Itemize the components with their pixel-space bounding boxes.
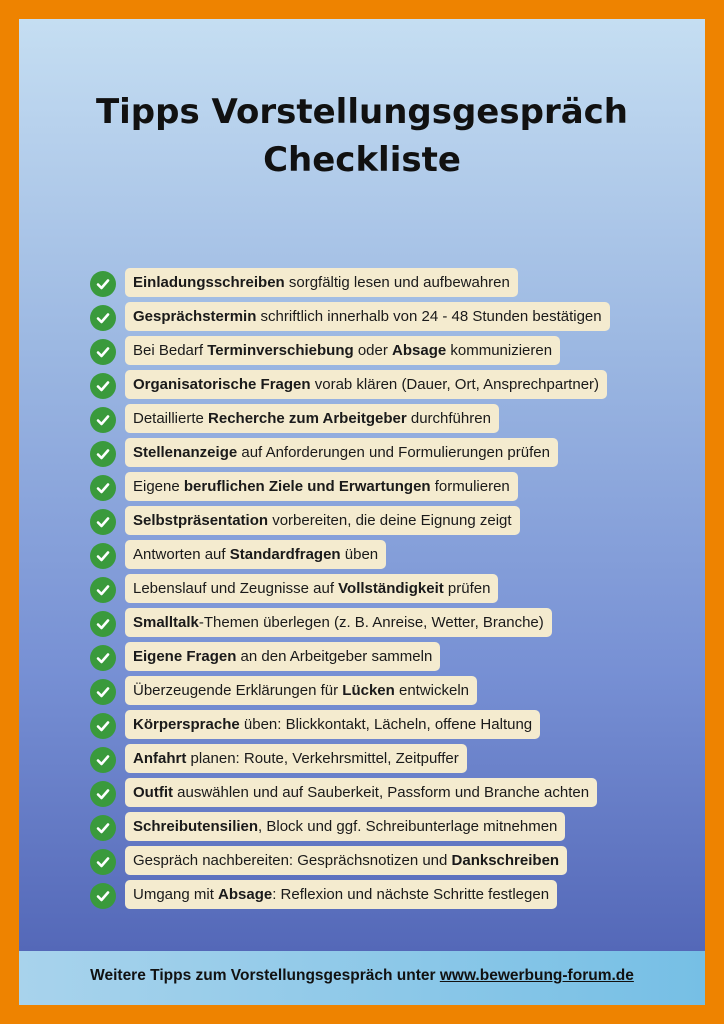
list-item-text xyxy=(125,472,518,501)
list-item-text xyxy=(125,880,557,909)
list-item-text xyxy=(125,608,552,637)
item-text: entwickeln xyxy=(394,682,470,699)
list-item-text xyxy=(125,642,440,671)
item-keyword: beruflichen Ziele und Erwartungen xyxy=(183,478,431,495)
list-item-text xyxy=(125,846,567,875)
item-keyword: Smalltalk xyxy=(133,614,199,631)
title-line-2: Checkliste xyxy=(263,140,461,180)
check-circle-icon xyxy=(90,645,116,671)
check-circle-icon xyxy=(90,577,116,603)
list-item-text xyxy=(125,506,520,535)
item-keyword: Absage xyxy=(218,886,273,903)
list-item-text xyxy=(125,302,610,331)
check-circle-icon xyxy=(90,747,116,773)
item-text: planen: Route, Verkehrsmittel, Zeitpuffer xyxy=(186,750,459,767)
list-item-text xyxy=(125,710,540,739)
item-text: Überzeugende Erklärungen für xyxy=(133,682,343,699)
item-keyword: Vollständigkeit xyxy=(338,580,444,597)
check-circle-icon xyxy=(90,713,116,739)
list-item-text xyxy=(125,744,467,773)
check-circle-icon xyxy=(90,441,116,467)
item-keyword: Einladungsschreiben xyxy=(133,274,285,291)
check-circle-icon xyxy=(90,373,116,399)
page-title xyxy=(0,88,724,184)
item-text: prüfen xyxy=(443,580,491,597)
item-text: Umgang mit xyxy=(133,886,219,903)
item-keyword: Anfahrt xyxy=(133,750,187,767)
check-circle-icon xyxy=(90,339,116,365)
title-line-1: Tipps Vorstellungsgespräch xyxy=(95,92,629,132)
item-keyword: Standardfragen xyxy=(229,546,341,563)
footer-text xyxy=(19,951,705,1005)
item-keyword: Terminverschiebung xyxy=(207,342,354,359)
item-text: sorgfältig lesen und aufbewahren xyxy=(284,274,510,291)
check-circle-icon xyxy=(90,883,116,909)
item-text: vorbereiten, die deine Eignung zeigt xyxy=(268,512,512,529)
item-keyword: Schreibutensilien xyxy=(133,818,259,835)
item-text: Bei Bedarf xyxy=(133,342,208,359)
item-keyword: Outfit xyxy=(133,784,173,801)
list-item-text xyxy=(125,676,477,705)
list-item-text xyxy=(125,778,597,807)
check-circle-icon xyxy=(90,305,116,331)
item-text: an den Arbeitgeber sammeln xyxy=(236,648,433,665)
footer-label: Weitere Tipps zum Vorstellungsgespräch unter xyxy=(90,967,440,984)
item-keyword: Recherche zum Arbeitgeber xyxy=(208,410,407,427)
item-text: , Block und ggf. Schreibunterlage mitnehmen xyxy=(258,818,558,835)
item-text: durchführen xyxy=(406,410,491,427)
item-text: formulieren xyxy=(430,478,510,495)
item-keyword: Gesprächstermin xyxy=(133,308,257,325)
item-text: Lebenslauf und Zeugnisse auf xyxy=(133,580,339,597)
item-keyword: Absage xyxy=(392,342,447,359)
item-text: Eigene xyxy=(133,478,184,495)
check-circle-icon xyxy=(90,407,116,433)
check-circle-icon xyxy=(90,543,116,569)
item-keyword: Lücken xyxy=(342,682,395,699)
item-keyword: Dankschreiben xyxy=(451,852,560,869)
item-text: kommunizieren xyxy=(446,342,553,359)
item-keyword: Selbstpräsentation xyxy=(133,512,269,529)
item-text: üben xyxy=(340,546,379,563)
check-circle-icon xyxy=(90,849,116,875)
list-item-text xyxy=(125,404,499,433)
item-keyword: Eigene Fragen xyxy=(133,648,237,665)
footer-link[interactable]: www.bewerbung-forum.de xyxy=(439,967,634,984)
footer-bar xyxy=(19,951,705,1005)
check-circle-icon xyxy=(90,271,116,297)
item-text: auf Anforderungen und Formulierungen prüfen xyxy=(237,444,550,461)
item-keyword: Stellenanzeige xyxy=(133,444,238,461)
item-text: Gespräch nachbereiten: Gesprächsnotizen und xyxy=(133,852,452,869)
list-item-text xyxy=(125,370,607,399)
item-text: schriftlich innerhalb von 24 - 48 Stunden bestätigen xyxy=(256,308,602,325)
list-item-text xyxy=(125,268,518,297)
item-text: -Themen überlegen (z. B. Anreise, Wetter, Branche) xyxy=(198,614,544,631)
check-circle-icon xyxy=(90,611,116,637)
list-item-text xyxy=(125,336,560,365)
check-circle-icon xyxy=(90,815,116,841)
item-text: Detaillierte xyxy=(133,410,209,427)
check-circle-icon xyxy=(90,475,116,501)
list-item-text xyxy=(125,438,558,467)
check-circle-icon xyxy=(90,509,116,535)
item-text: Antworten auf xyxy=(133,546,230,563)
item-keyword: Körpersprache xyxy=(133,716,240,733)
list-item-text xyxy=(125,812,565,841)
item-text: vorab klären (Dauer, Ort, Ansprechpartner) xyxy=(310,376,600,393)
list-item-text xyxy=(125,574,498,603)
item-text: : Reflexion und nächste Schritte festlegen xyxy=(272,886,550,903)
check-circle-icon xyxy=(90,679,116,705)
list-item-text xyxy=(125,540,386,569)
item-text: auswählen und auf Sauberkeit, Passform und Branche achten xyxy=(172,784,590,801)
check-circle-icon xyxy=(90,781,116,807)
item-keyword: Organisatorische Fragen xyxy=(133,376,311,393)
item-text: oder xyxy=(353,342,393,359)
item-text: üben: Blickkontakt, Lächeln, offene Haltung xyxy=(239,716,533,733)
